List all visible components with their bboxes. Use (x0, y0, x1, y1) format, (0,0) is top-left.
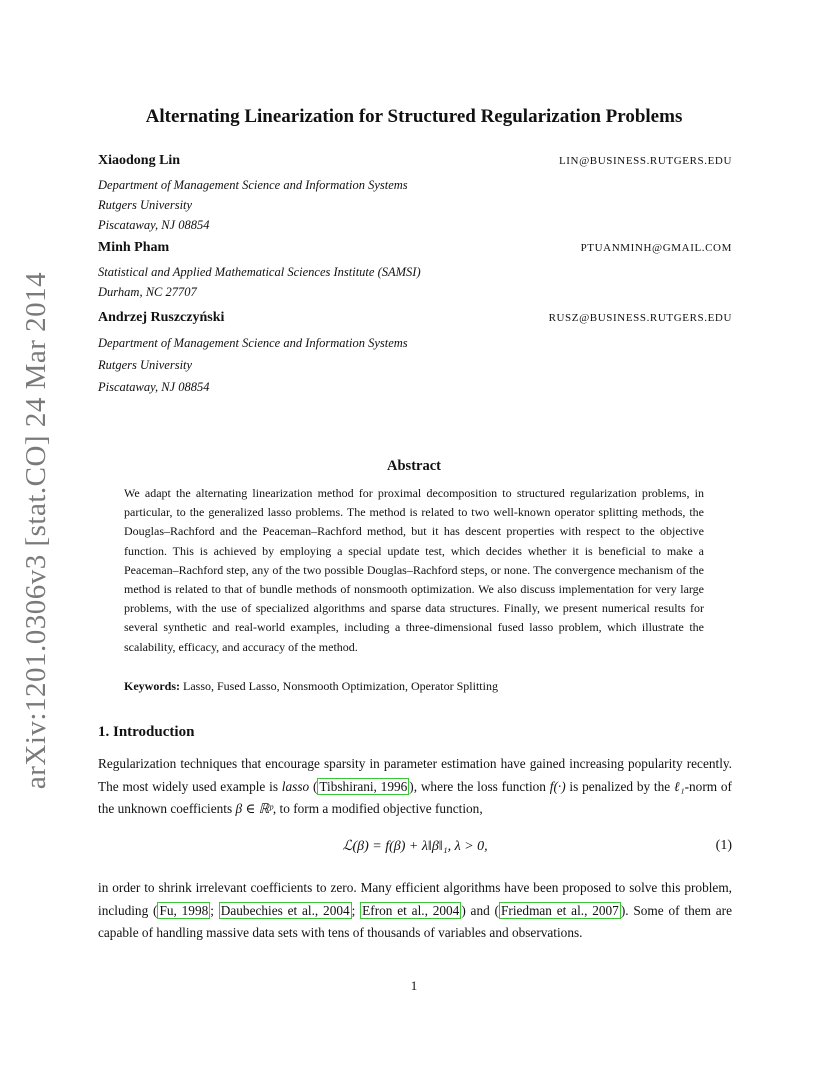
keywords-line (124, 679, 704, 694)
author-email: RUSZ@BUSINESS.RUTGERS.EDU (548, 312, 732, 324)
page-number: 1 (410, 978, 418, 993)
term-lasso: lasso (281, 778, 310, 794)
author-affiliation: Durham, NC 27707 (98, 285, 197, 299)
arxiv-sidebar-stamp (14, 271, 60, 789)
keywords-list: Lasso, Fused Lasso, Nonsmooth Optimization, Operator Splitting (183, 679, 498, 693)
keywords-label: Keywords: (124, 679, 180, 693)
author-affiliation: Piscataway, NJ 08854 (98, 218, 210, 232)
author-email: PTUANMINH@GMAIL.COM (580, 242, 732, 254)
text-run: -norm of the unknown coefficients (98, 778, 732, 816)
author-affiliation: Piscataway, NJ 08854 (98, 380, 210, 394)
equation-row (98, 838, 732, 862)
paper-title: Alternating Linearization for Structured Regularization Problems (145, 106, 683, 127)
author-block-3 (98, 310, 732, 398)
citation-link[interactable]: Daubechies et al., 2004 (220, 902, 350, 918)
author-name: Minh Pham (98, 240, 170, 255)
section-heading-introduction: 1. Introduction (98, 724, 195, 740)
author-affiliation: Department of Management Science and Information Systems (98, 178, 408, 192)
intro-paragraph-2 (98, 877, 732, 945)
equation-number: (1) (715, 838, 732, 853)
text-run: in order to shrink irrelevant coefficients to zero. Many efficient algorithms have been proposed to solve this problem, including ( (98, 880, 732, 918)
author-email: LIN@BUSINESS.RUTGERS.EDU (558, 155, 732, 167)
math-inline: f(·) (549, 778, 566, 794)
citation-link[interactable]: Tibshirani, 1996 (319, 778, 408, 794)
citation-link[interactable]: Fu, 1998 (159, 902, 209, 918)
intro-paragraph-1 (98, 753, 732, 821)
math-inline: ℓ₁ (673, 778, 685, 794)
author-affiliation: Statistical and Applied Mathematical Sciences Institute (SAMSI) (98, 265, 421, 279)
author-name: Andrzej Ruszczyński (98, 310, 225, 325)
text-run: ), where the loss function (409, 778, 550, 794)
citation-link[interactable]: Efron et al., 2004 (362, 902, 460, 918)
abstract-heading: Abstract (387, 458, 441, 474)
math-inline: β ∈ ℝᵖ (235, 801, 273, 816)
citation-link[interactable]: Friedman et al., 2007 (501, 902, 619, 918)
equation: ℒ(β) = f(β) + λ‖β‖₁, λ > 0, (342, 839, 488, 854)
arxiv-id: arXiv:1201.0306v3 [stat.CO] 24 Mar 2014 (20, 271, 53, 789)
text-run: Regularization techniques that encourage sparsity in parameter estimation have gained increasing popularity recently. The most widely used example is (98, 756, 732, 794)
author-affiliation: Rutgers University (98, 198, 193, 212)
author-affiliation: Rutgers University (98, 358, 193, 372)
text-run: ( (309, 778, 318, 794)
abstract-text: We adapt the alternating linearization method for proximal decomposition to structured regularization problems, in particular, to the generalized lasso problems. The method is related to two well-known operator splitting methods, the Douglas–Rachford and the Peaceman–Rachford method, but it has descent properties with respect to the objective function. This is achieved by employing a special update test, which decides whether it is beneficial to make a Peaceman–Rachford step, any of the two possible Douglas–Rachford steps, or none. The convergence mechanism of the method is related to that of bundle methods of nonsmooth optimization. We also discuss implementation for very large problems, with the use of specialized algorithms and sparse data structures. Finally, we present numerical results for several synthetic and real-world examples, including a three-dimensional fused lasso problem, which illustrate the scalability, efficacy, and accuracy of the method. (124, 486, 704, 654)
text-run: ). Some of them are capable of handling massive data sets with tens of thousands of variables and observations. (98, 902, 733, 940)
author-block-2 (98, 240, 732, 302)
text-run: ) and ( (461, 902, 499, 918)
text-run: , to form a modified objective function, (272, 801, 483, 816)
author-affiliation: Department of Management Science and Information Systems (98, 336, 408, 350)
text-run: is penalized by the (565, 778, 674, 794)
text-run: ; (351, 902, 361, 918)
author-name: Xiaodong Lin (98, 153, 181, 168)
author-block-1 (98, 153, 732, 235)
text-run: ; (210, 902, 219, 918)
